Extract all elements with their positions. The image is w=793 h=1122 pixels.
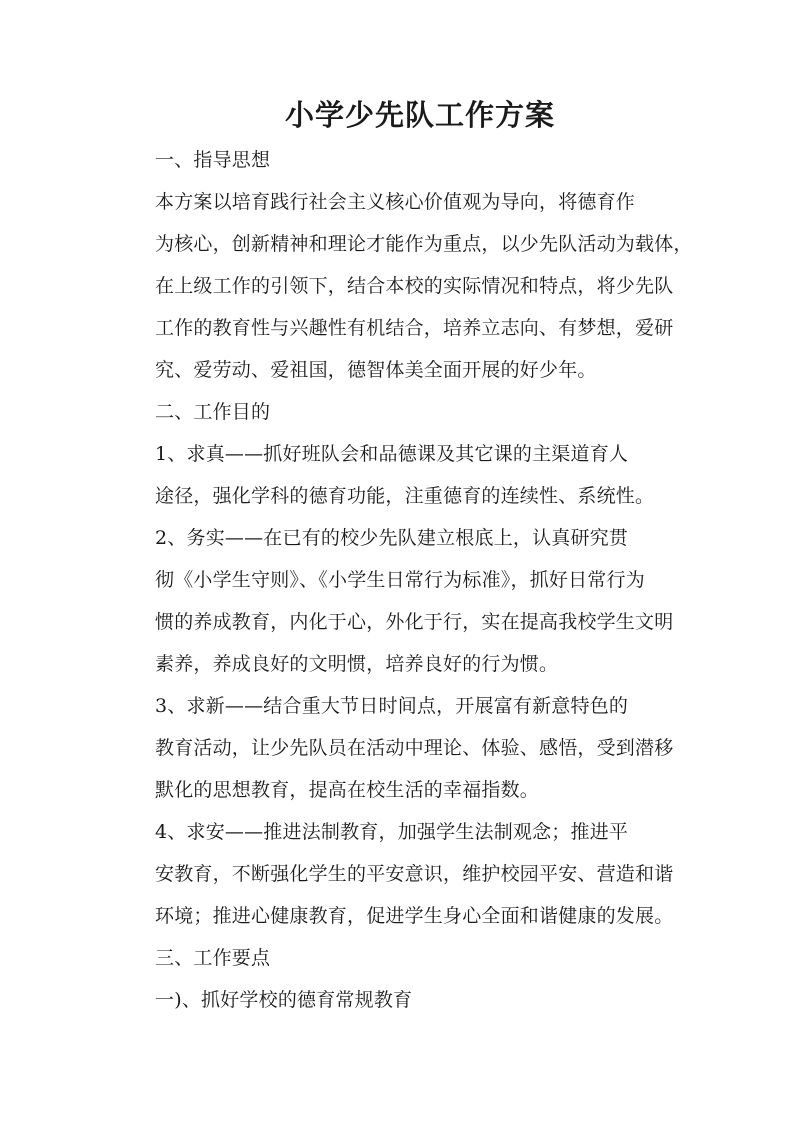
body-line: 安教育，不断强化学生的平安意识，维护校园平安、营造和谐 — [155, 863, 674, 885]
section-work-key-points — [155, 937, 685, 1021]
section-heading: 二、工作目的 — [155, 401, 271, 423]
body-line: 素养，养成良好的文明惯，培养良好的行为惯。 — [155, 653, 559, 675]
document-body — [155, 139, 693, 1021]
body-line: 教育活动，让少先队员在活动中理论、体验、感悟，受到潜移 — [155, 737, 674, 759]
body-line: 3、求新——结合重大节日时间点，开展富有新意特色的 — [155, 695, 629, 717]
document-content — [155, 96, 693, 1021]
document-title: 小学少先队工作方案 — [284, 98, 555, 132]
section-work-objectives — [155, 391, 685, 937]
body-line: 究、爱劳动、爱祖国，德智体美全面开展的好少年。 — [155, 359, 597, 381]
body-line: 一)、抓好学校的德育常规教育 — [155, 989, 413, 1011]
section-heading: 一、指导思想 — [155, 149, 271, 171]
body-line: 彻《小学生守则》、《小学生日常行为标准》，抓好日常行为 — [155, 569, 645, 591]
body-line: 为核心，创新精神和理论才能作为重点，以少先队活动为载体， — [155, 233, 693, 255]
body-line: 2、务实——在已有的校少先队建立根底上，认真研究贯 — [155, 527, 629, 549]
body-line: 环境；推进心健康教育，促进学生身心全面和谐健康的发展。 — [155, 905, 674, 927]
body-line: 惯的养成教育，内化于心，外化于行，实在提高我校学生文明 — [155, 611, 674, 633]
body-line: 1、求真——抓好班队会和品德课及其它课的主渠道育人 — [155, 443, 629, 465]
body-line: 在上级工作的引领下，结合本校的实际情况和特点，将少先队 — [155, 275, 674, 297]
body-line: 4、求安——推进法制教育，加强学生法制观念；推进平 — [155, 821, 629, 843]
body-line: 默化的思想教育，提高在校生活的幸福指数。 — [155, 779, 540, 801]
body-line: 本方案以培育践行社会主义核心价值观为导向，将德育作 — [155, 191, 636, 213]
body-line: 途径，强化学科的德育功能，注重德育的连续性、系统性。 — [155, 485, 655, 507]
section-heading: 三、工作要点 — [155, 947, 271, 969]
section-guiding-ideology — [155, 139, 693, 391]
body-line: 工作的教育性与兴趣性有机结合，培养立志向、有梦想，爱研 — [155, 317, 674, 339]
